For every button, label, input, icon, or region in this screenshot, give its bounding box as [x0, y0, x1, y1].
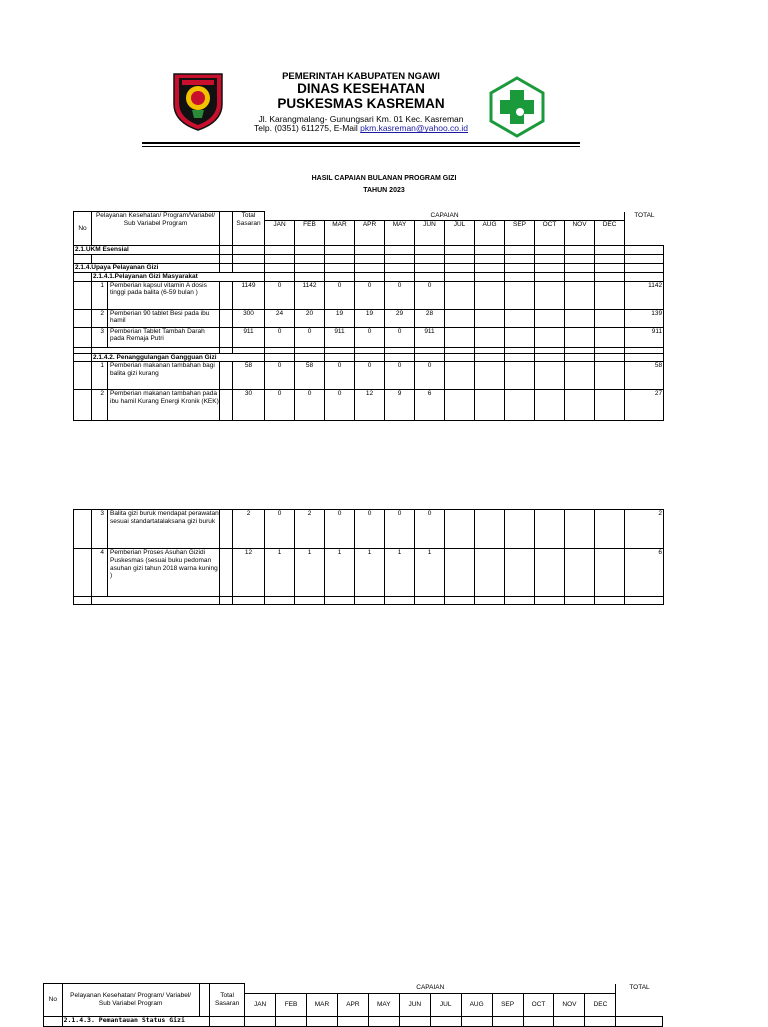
- month-cell: [565, 390, 595, 421]
- month-cell: 29: [385, 309, 415, 327]
- month-cell: [595, 362, 625, 390]
- month-cell: [505, 390, 535, 421]
- subsection-row: [44, 1017, 663, 1027]
- letterhead-rule-thin: [142, 146, 580, 147]
- month-cell: [475, 549, 505, 597]
- month-header: NOV: [565, 221, 595, 246]
- month-cell: [535, 362, 565, 390]
- month-cell: [445, 309, 475, 327]
- month-header: MAR: [306, 994, 337, 1017]
- month-header: JUL: [430, 994, 461, 1017]
- document-year: TAHUN 2023: [363, 187, 405, 194]
- program-cell: [92, 281, 220, 309]
- month-cell: 911: [325, 327, 355, 347]
- month-cell: 28: [415, 309, 445, 327]
- month-cell: 0: [355, 362, 385, 390]
- month-cell: 1: [265, 549, 295, 597]
- month-cell: [445, 362, 475, 390]
- sasaran-cell: 30: [233, 390, 265, 421]
- month-cell: 0: [325, 390, 355, 421]
- total-cell: 27: [625, 390, 664, 421]
- government-name: PEMERINTAH KABUPATEN NGAWI: [282, 71, 440, 82]
- month-cell: 0: [325, 510, 355, 549]
- month-header: MAY: [368, 994, 399, 1017]
- program-cell: [92, 549, 220, 597]
- agency-name: DINAS KESEHATAN: [297, 81, 425, 97]
- subsection-label: 2.1.4.3. Pemantauan Status Gizi: [62, 1017, 209, 1027]
- month-cell: 0: [415, 362, 445, 390]
- month-cell: 1: [385, 549, 415, 597]
- month-cell: [475, 390, 505, 421]
- program-cell: [92, 309, 220, 327]
- program-cell: [92, 362, 220, 390]
- row-program: Pemberian 90 tablet Besi pada ibu hamil: [110, 309, 210, 325]
- contact-line: [230, 124, 492, 133]
- month-header: JUN: [415, 221, 445, 246]
- month-header: JUN: [399, 994, 430, 1017]
- section-row: [74, 246, 664, 255]
- document-title: HASIL CAPAIAN BULANAN PROGRAM GIZI: [311, 175, 457, 182]
- month-cell: [505, 309, 535, 327]
- month-header: DEC: [585, 994, 616, 1017]
- month-header: AUG: [475, 221, 505, 246]
- total-cell: 2: [625, 510, 664, 549]
- month-cell: 1: [415, 549, 445, 597]
- month-cell: [505, 549, 535, 597]
- col-program: Pelayanan Kesehatan/ Program/ Variabel/ Sub Variabel Program: [62, 984, 199, 1017]
- total-cell: 58: [625, 362, 664, 390]
- table-row: [74, 327, 664, 347]
- col-capaian: CAPAIAN: [245, 984, 616, 994]
- month-cell: [445, 510, 475, 549]
- month-cell: [565, 327, 595, 347]
- month-cell: 6: [415, 390, 445, 421]
- sasaran-cell: 58: [233, 362, 265, 390]
- subsection-label: 2.1.4.2. Penanggulangan Gangguan Gizi: [92, 353, 265, 362]
- month-header: SEP: [492, 994, 523, 1017]
- month-cell: 0: [295, 327, 325, 347]
- col-blank: [199, 984, 209, 1017]
- col-no: No: [44, 984, 63, 1017]
- month-cell: 0: [415, 281, 445, 309]
- month-header: SEP: [505, 221, 535, 246]
- row-program: Pemberian makanan tambahan pada ibu hamil Kurang Energi Kronik (KEK): [110, 390, 219, 406]
- row-program: Pemberian Tablet Tambah Darah pada Remaja Putri: [110, 327, 205, 343]
- row-program: Pemberian Proses Asuhan Gizidi Puskesmas (sesuai buku pedoman asuhan gizi tahun 2018 warna kuning ): [110, 549, 218, 580]
- section-label: 2.1.UKM Esensial: [74, 246, 220, 255]
- month-cell: [565, 510, 595, 549]
- month-cell: [535, 309, 565, 327]
- month-cell: [475, 281, 505, 309]
- month-header: APR: [337, 994, 368, 1017]
- month-cell: 0: [415, 510, 445, 549]
- month-header: APR: [355, 221, 385, 246]
- total-cell: 911: [625, 327, 664, 347]
- month-cell: [505, 327, 535, 347]
- month-cell: 1: [295, 549, 325, 597]
- month-header: OCT: [535, 221, 565, 246]
- month-cell: [505, 510, 535, 549]
- month-cell: 911: [415, 327, 445, 347]
- month-cell: 19: [355, 309, 385, 327]
- total-cell: 6: [625, 549, 664, 597]
- month-cell: 0: [325, 362, 355, 390]
- row-no: 4: [92, 549, 108, 596]
- row-no: 1: [92, 362, 108, 389]
- month-cell: 0: [355, 510, 385, 549]
- col-total: TOTAL: [625, 212, 664, 246]
- month-cell: 0: [265, 390, 295, 421]
- col-capaian: CAPAIAN: [265, 212, 625, 221]
- row-program: Pemberian kapsul vitamin A dosis tinggi pada balita (6-59 bulan ): [110, 281, 207, 297]
- subsection-row: [74, 272, 664, 281]
- month-cell: 0: [265, 362, 295, 390]
- month-cell: [595, 549, 625, 597]
- month-cell: 24: [265, 309, 295, 327]
- sasaran-cell: 12: [233, 549, 265, 597]
- month-cell: 0: [355, 327, 385, 347]
- month-header: AUG: [461, 994, 492, 1017]
- sasaran-cell: 1149: [233, 281, 265, 309]
- subsection-label: 2.1.4.1.Pelayanan Gizi Masyarakat: [92, 272, 265, 281]
- month-cell: 0: [385, 281, 415, 309]
- month-cell: 9: [385, 390, 415, 421]
- month-header: MAY: [385, 221, 415, 246]
- month-cell: [445, 549, 475, 597]
- program-cell: [92, 510, 220, 549]
- month-cell: [475, 362, 505, 390]
- month-header: JAN: [265, 221, 295, 246]
- row-no: 3: [92, 510, 108, 548]
- address: Jl. Karangmalang- Gunungsari Km. 01 Kec. Kasreman: [258, 114, 464, 125]
- col-program: Pelayanan Kesehatan/ Program/Variabel/ Sub Variabel Program: [92, 212, 220, 246]
- month-cell: [595, 309, 625, 327]
- month-cell: 1: [325, 549, 355, 597]
- month-cell: [595, 510, 625, 549]
- month-cell: [535, 281, 565, 309]
- sasaran-cell: 300: [233, 309, 265, 327]
- month-cell: [445, 327, 475, 347]
- table-row: [74, 309, 664, 327]
- table-row: [74, 281, 664, 309]
- month-cell: [565, 549, 595, 597]
- month-cell: 0: [385, 510, 415, 549]
- month-cell: 58: [295, 362, 325, 390]
- month-cell: 0: [265, 327, 295, 347]
- month-cell: 0: [295, 390, 325, 421]
- month-header: OCT: [523, 994, 554, 1017]
- table-row: [74, 390, 664, 421]
- month-cell: [505, 362, 535, 390]
- col-total-sasaran: Total Sasaran: [210, 984, 245, 1017]
- month-cell: 2: [295, 510, 325, 549]
- month-header: DEC: [595, 221, 625, 246]
- letterhead-rule: [142, 142, 580, 144]
- month-cell: [475, 510, 505, 549]
- month-cell: [565, 362, 595, 390]
- month-cell: [565, 309, 595, 327]
- month-cell: [565, 281, 595, 309]
- program-cell: [92, 327, 220, 347]
- month-cell: [445, 390, 475, 421]
- col-blank: [220, 212, 233, 246]
- month-cell: 0: [355, 281, 385, 309]
- month-cell: [535, 549, 565, 597]
- month-cell: [505, 281, 535, 309]
- month-cell: 0: [385, 327, 415, 347]
- gizi-table-continued: [73, 509, 664, 605]
- row-program: Balita gizi buruk mendapat perawatan sesuai standartatalaksana gizi buruk: [110, 510, 219, 525]
- month-cell: [445, 281, 475, 309]
- month-header: NOV: [554, 994, 585, 1017]
- month-cell: 19: [325, 309, 355, 327]
- section-row: [74, 263, 664, 272]
- month-header: MAR: [325, 221, 355, 246]
- col-total: TOTAL: [616, 984, 663, 1017]
- month-cell: [475, 327, 505, 347]
- row-no: 1: [92, 282, 108, 309]
- month-cell: 20: [295, 309, 325, 327]
- subsection-row: [74, 353, 664, 362]
- row-no: 2: [92, 390, 108, 420]
- month-cell: 0: [265, 510, 295, 549]
- row-no: 3: [92, 328, 108, 347]
- month-cell: 0: [265, 281, 295, 309]
- row-program: Pemberian makanan tambahan bagi balita gizi kurang: [110, 362, 215, 378]
- table-row: [74, 549, 664, 597]
- month-cell: [535, 327, 565, 347]
- spacer-row: [74, 597, 664, 605]
- month-header: FEB: [295, 221, 325, 246]
- ngawi-regency-emblem-icon: [172, 70, 224, 132]
- month-cell: [595, 327, 625, 347]
- month-cell: 0: [325, 281, 355, 309]
- telp-text: Telp. (0351) 611275, E-Mail: [254, 123, 361, 134]
- puskesmas-name: PUSKESMAS KASREMAN: [277, 96, 445, 112]
- month-cell: [535, 390, 565, 421]
- section-label: 2.1.4.Upaya Pelayanan Gizi: [74, 263, 220, 272]
- month-cell: 1: [355, 549, 385, 597]
- month-cell: [595, 281, 625, 309]
- program-cell: [92, 390, 220, 421]
- month-header: JAN: [245, 994, 276, 1017]
- sasaran-cell: 2: [233, 510, 265, 549]
- month-cell: [475, 309, 505, 327]
- col-total-sasaran: Total Sasaran: [233, 212, 265, 246]
- month-cell: 0: [385, 362, 415, 390]
- total-cell: 1142: [625, 281, 664, 309]
- month-cell: [595, 390, 625, 421]
- total-cell: 139: [625, 309, 664, 327]
- email-link[interactable]: pkm.kasreman@yahoo.co.id: [360, 123, 468, 134]
- month-cell: [535, 510, 565, 549]
- gizi-table: [73, 211, 664, 421]
- month-header: FEB: [276, 994, 307, 1017]
- sasaran-cell: 911: [233, 327, 265, 347]
- spacer-row: [74, 254, 664, 263]
- month-cell: 12: [355, 390, 385, 421]
- month-header: JUL: [445, 221, 475, 246]
- col-no: No: [74, 212, 92, 246]
- puskesmas-green-cross-icon: [488, 76, 546, 138]
- row-no: 2: [92, 310, 108, 327]
- table-row: [74, 362, 664, 390]
- table-row: [74, 510, 664, 549]
- month-cell: 1142: [295, 281, 325, 309]
- letterhead: [230, 72, 492, 134]
- gizi-table-page2: [43, 983, 663, 1027]
